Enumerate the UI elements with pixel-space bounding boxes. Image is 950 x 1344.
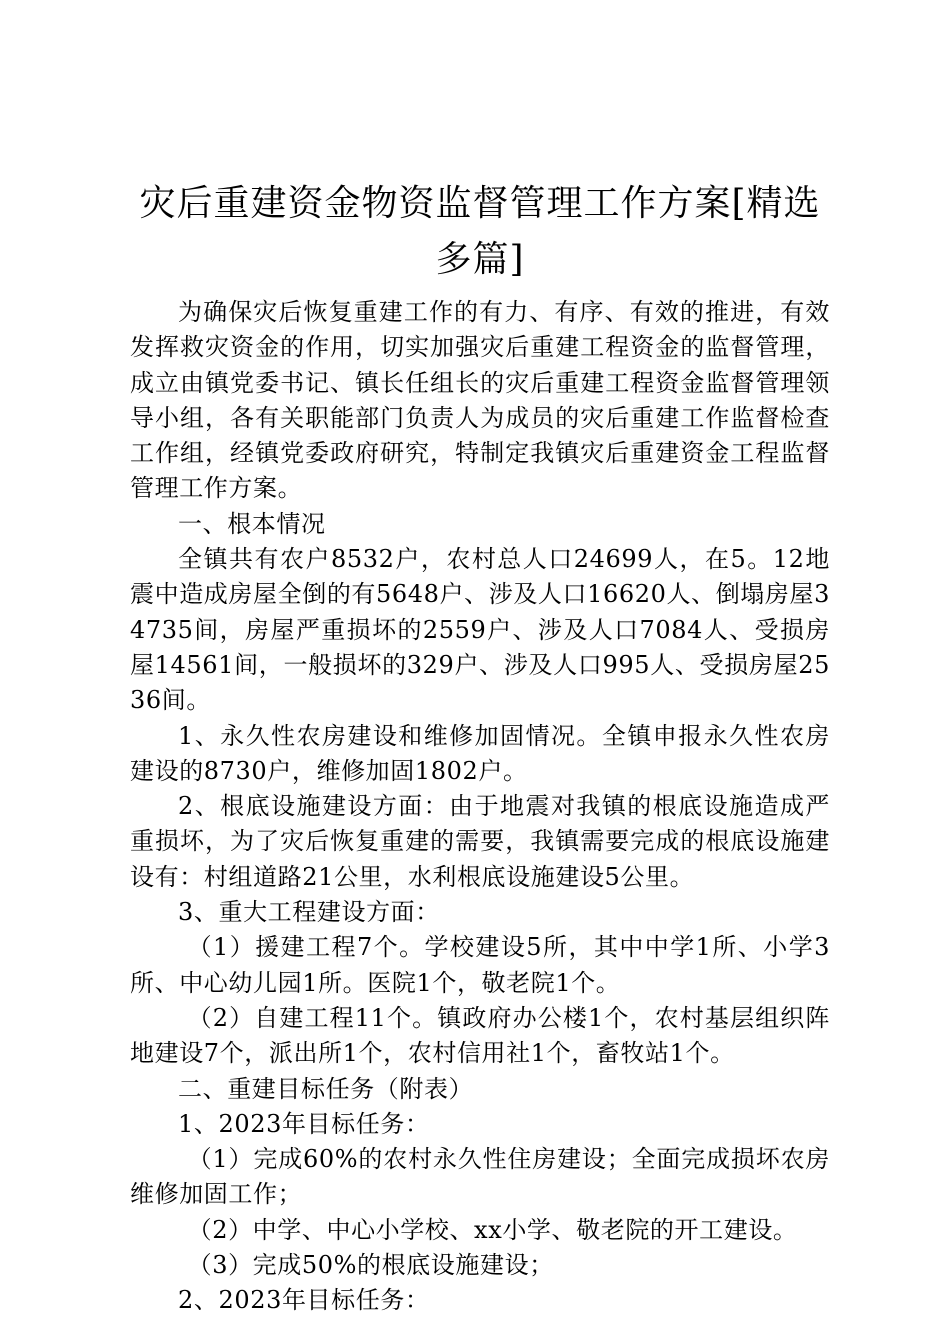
target-item-2: （2）中学、中心小学校、xx小学、敬老院的开工建设。 xyxy=(187,1215,798,1244)
intro-paragraph: 为确保灾后恢复重建工作的有力、有序、有效的推进，有效发挥救灾资金的作用，切实加强灾后重建工程资金的监督管理，成立由镇党委书记、镇长任组长的灾后重建工程资金监督管理领导小组，各有关职能部门负责人为成员的灾后重建工作监督检查工作组，经镇党委政府研究，特制定我镇灾后重建资金工程监督管理工作方案。 xyxy=(130,298,830,503)
section-heading-targets: 二、重建目标任务（附表） xyxy=(178,1074,474,1103)
target-year-heading-1: 1、2023年目标任务： xyxy=(178,1109,430,1138)
document-body xyxy=(130,295,830,1319)
target-year-heading-2: 2、2023年目标任务： xyxy=(178,1286,430,1315)
document-title: 灾后重建资金物资监督管理工作方案[精选多篇] xyxy=(139,183,821,280)
major-projects-heading: 3、重大工程建设方面： xyxy=(178,898,440,927)
target-item-1: （1）完成60%的农村永久性住房建设；全面完成损坏农房维修加固工作； xyxy=(130,1145,830,1209)
infrastructure-paragraph: 2、根底设施建设方面：由于地震对我镇的根底设施造成严重损坏，为了灾后恢复重建的需要，我镇需要完成的根底设施建设有：村组道路21公里，水利根底设施建设5公里。 xyxy=(130,792,830,891)
self-built-projects-item: （2）自建工程11个。镇政府办公楼1个，农村基层组织阵地建设7个，派出所1个，农村信用社1个，畜牧站1个。 xyxy=(130,1003,830,1068)
section-heading-basic-situation: 一、根本情况 xyxy=(178,509,326,538)
basic-situation-paragraph: 全镇共有农户8532户，农村总人口24699人，在5。12地震中造成房屋全倒的有5648户、涉及人口16620人、倒塌房屋34735间，房屋严重损坏的2559户、涉及人口7084人、受损房屋14561间，一般损坏的329户、涉及人口995人、受损房屋2536间。 xyxy=(130,545,830,715)
housing-construction-paragraph: 1、永久性农房建设和维修加固情况。全镇申报永久性农房建设的8730户，维修加固1802户。 xyxy=(130,721,830,785)
aid-projects-item: （1）援建工程7个。学校建设5所，其中中学1所、小学3所、中心幼儿园1所。医院1个，敬老院1个。 xyxy=(130,933,830,997)
target-item-3: （3）完成50%的根底设施建设； xyxy=(187,1251,554,1280)
